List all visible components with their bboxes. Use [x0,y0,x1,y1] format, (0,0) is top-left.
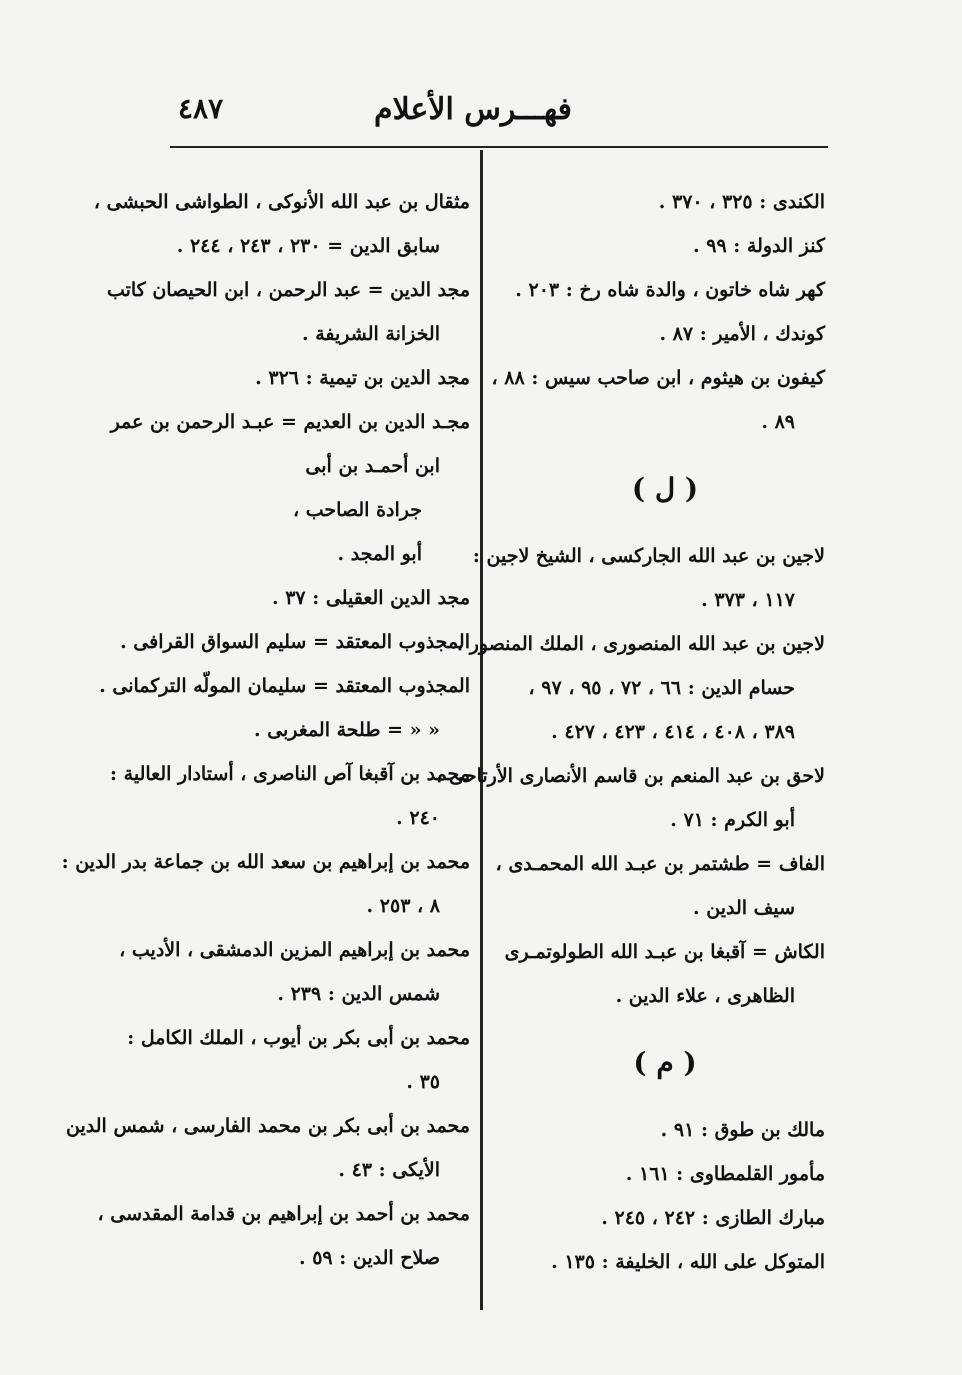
index-entry: كنز الدولة : ٩٩ . [693,235,825,257]
index-entry: لاجين بن عبد الله الجاركسى ، الشيخ لاجين : [472,545,825,567]
index-entry: الفاف = طشتمر بن عبـد الله المحمـدى ، [495,853,825,875]
index-entry-continuation: ابن أحمـد بن أبى [305,455,440,477]
index-entry-continuation: الظاهرى ، علاء الدين . [615,985,795,1007]
index-entry: مأمور القلمطاوى : ١٦١ . [625,1163,825,1185]
index-entry: مجد الدين العقيلى : ٣٧ . [271,587,470,609]
index-entry-continuation: ٢٤٠ . [396,807,440,829]
index-entry-continuation: الأيكى : ٤٣ . [338,1159,440,1181]
section-heading: ( م ) [633,1046,697,1079]
index-entry: لاجين بن عبد الله المنصورى ، الملك المنصور ، [456,633,825,655]
page-title: فهـــرس الأعلام [374,92,572,127]
index-entry: محمد بن إبراهيم بن سعد الله بن جماعة بدر الدين : [61,851,470,873]
index-entry: مجد الدين بن تيمية : ٣٢٦ . [255,367,470,389]
index-entry: الكندى : ٣٢٥ ، ٣٧٠ . [658,191,825,213]
column-divider [480,150,483,1310]
index-entry-continuation: ٣٥ . [406,1071,440,1093]
index-entry-continuation: شمس الدين : ٢٣٩ . [277,983,440,1005]
index-entry: مجـد الدين بن العديم = عبـد الرحمن بن عمر [110,411,470,433]
index-entry-continuation: أبو المجد . [337,543,422,565]
index-entry: مالك بن طوق : ٩١ . [660,1119,825,1141]
index-entry-continuation: ٣٨٩ ، ٤٠٨ ، ٤١٤ ، ٤٢٣ ، ٤٢٧ . [551,721,795,743]
index-entry: المتوكل على الله ، الخليفة : ١٣٥ . [551,1251,825,1273]
index-entry: كوندك ، الأمير : ٨٧ . [659,323,825,345]
index-entry-continuation: أبو الكرم : ٧١ . [670,809,795,831]
index-entry: مبارك الطازى : ٢٤٢ ، ٢٤٥ . [601,1207,825,1229]
index-entry-continuation: ١١٧ ، ٣٧٣ . [701,589,795,611]
index-column-right [436,180,825,1284]
index-entry: محمد بن آقبغا آص الناصرى ، أستادار العالية : [110,763,470,785]
index-entry: مثقال بن عبد الله الأنوكى ، الطواشى الحبشى ، [93,191,470,213]
index-entry: محمد بن إبراهيم المزين الدمشقى ، الأديب ، [119,939,470,961]
index-entry: المجذوب المعتقد = سليمان المولّه التركمانى . [99,675,470,697]
index-entry: محمد بن أبى بكر بن محمد الفارسى ، شمس الدين [66,1115,470,1137]
index-entry: كيفون بن هيثوم ، ابن صاحب سيس : ٨٨ ، [491,367,825,389]
index-entry: الكاش = آقبغا بن عبـد الله الطولوتمـرى [504,941,825,963]
index-entry: لاحق بن عبد المنعم بن قاسم الأنصارى الأرتاحى ، [436,765,825,787]
index-entry-continuation: صلاح الدين : ٥٩ . [298,1247,440,1269]
page-number: ٤٨٧ [178,92,224,125]
index-entry: محمد بن أبى بكر بن أيوب ، الملك الكامل : [127,1027,470,1049]
index-entry-continuation: « « = طلحة المغربى . [253,719,440,741]
index-entry: محمد بن أحمد بن إبراهيم بن قدامة المقدسى ، [97,1203,470,1225]
index-entry-continuation: حسام الدين : ٦٦ ، ٧٢ ، ٩٥ ، ٩٧ ، [528,677,795,699]
index-entry-continuation: ٨٩ . [761,411,795,433]
index-entry: كهر شاه خاتون ، والدة شاه رخ : ٢٠٣ . [515,279,825,301]
index-entry-continuation: سيف الدين . [693,897,795,919]
index-entry-continuation: سابق الدين = ٢٣٠ ، ٢٤٣ ، ٢٤٤ . [176,235,440,257]
index-entry-continuation: ٨ ، ٢٥٣ . [366,895,440,917]
index-entry: مجد الدين = عبد الرحمن ، ابن الحيصان كاتب [106,279,470,301]
section-heading: ( ل ) [631,472,699,505]
index-column-left [61,180,470,1280]
index-entry: المجذوب المعتقد = سليم السواق القرافى . [120,631,470,653]
header-rule [170,146,828,148]
index-entry-continuation: جرادة الصاحب ، [292,499,422,521]
index-entry-continuation: الخزانة الشريفة . [301,323,440,345]
